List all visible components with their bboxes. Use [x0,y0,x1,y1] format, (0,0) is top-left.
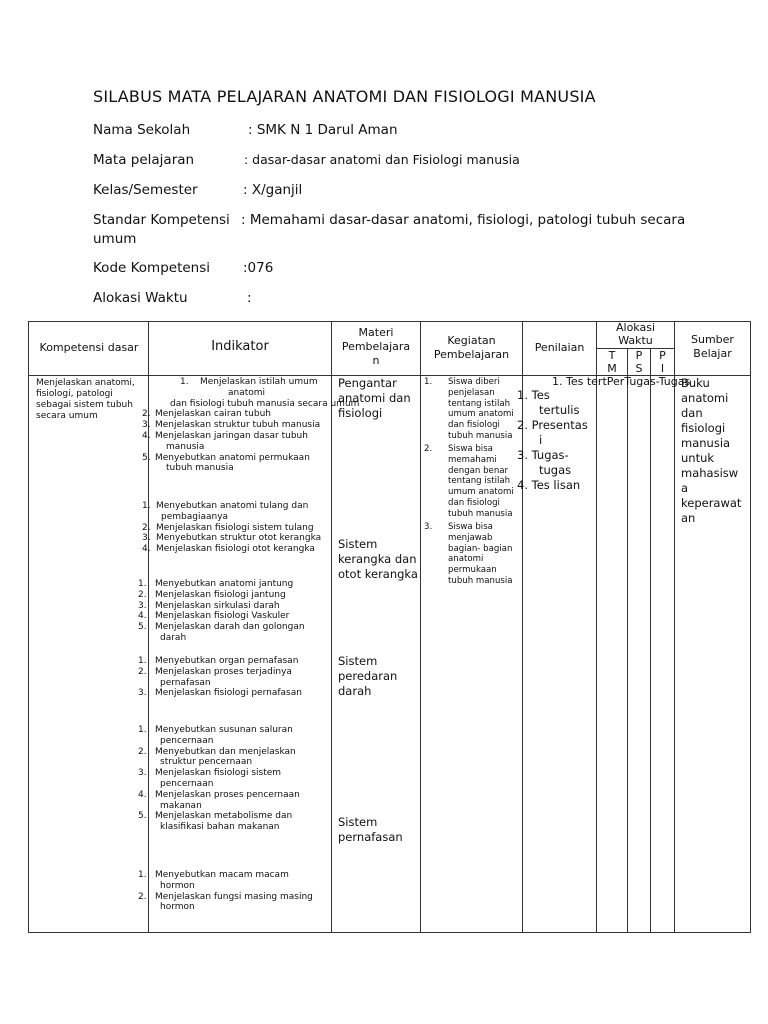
list-number: 4. [138,611,147,622]
text-line: Menjelaskan anatomi, [36,378,135,388]
text-line: penjelasan [448,387,495,398]
page-title: SILABUS MATA PELAJARAN ANATOMI DAN FISIOLOGI MANUSIA [93,87,596,106]
indikator-text: Menjelaskan fisiologi jantung [155,589,286,600]
text-line: tubuh manusia [448,575,513,586]
header-alokasi [597,321,674,347]
text-line: umum anatomi [448,409,514,420]
indikator-text: Menyebutkan dan menjelaskan [155,746,296,757]
text-line: an [681,511,696,525]
text-line: Siswa diberi [448,377,500,387]
list-number: 2. [142,522,151,533]
meta-label: Mata pelajaran [93,152,195,168]
kegiatan-item-1 [424,377,520,442]
meta-value: : [247,290,252,306]
indikator-text: makanan [160,800,202,811]
penilaian-line [517,418,597,433]
text-line: fisiologi [338,406,383,420]
text-line: tentang istilah [448,476,511,487]
list-number: 3. [138,688,147,699]
text-line: keperawat [681,496,742,510]
indikator-text: Menjelaskan struktur tubuh manusia [155,420,321,431]
list-number: 1. [517,388,528,402]
kegiatan-item-3 [424,522,520,587]
header-line: Pembelajara [341,340,411,353]
penilaian-line [517,478,597,493]
indikator-text: Menjelaskan proses pencernaan [155,789,300,800]
header-line: S [635,362,643,375]
list-number: 2. [138,746,147,757]
meta-value: : dasar-dasar anatomi dan Fisiologi manusia [244,152,520,167]
indikator-text: pencernaan [160,735,214,746]
meta-label: Alokasi Waktu [93,290,188,306]
indikator-text: hormon [160,880,195,891]
indikator-text: Menyebutkan susunan saluran [155,725,293,735]
text-line: Pengantar [338,376,397,390]
text-line: menjawab [448,532,493,543]
indikator-text: Menjelaskan istilah umum [200,377,318,387]
list-number: 5. [142,452,151,463]
indikator-text: Menjelaskan metabolisme dan [155,811,293,822]
text-line: manusia [681,436,731,450]
indikator-text: klasifikasi bahan makanan [160,822,280,833]
text-line: fisiologi [681,421,726,435]
header-line: Waktu [618,334,653,347]
list-number: 2. [138,589,147,600]
indikator-text: struktur pencernaan [160,757,253,768]
text-line: dan fisiologi [448,497,500,508]
meta-label: Kode Kompetensi [93,260,211,276]
header-line: n [372,354,380,367]
meta-label: Nama Sekolah [93,122,191,138]
indikator-text: Menjelaskan fisiologi sistem tulang [156,522,314,533]
list-number: 3. [138,768,147,779]
meta-label: Kelas/Semester [93,182,198,198]
header-ps [628,349,650,375]
indikator-text: Menyebutkan organ pernafasan [155,656,299,666]
list-number: 1. [180,377,189,387]
text-line: pernafasan [338,830,403,844]
text-line: i [539,433,543,447]
header-line: Kegiatan [447,334,496,347]
text-line: tertulis [539,403,580,417]
text-line: umum anatomi [448,487,514,498]
penilaian-line [517,448,597,463]
text-line: Tes [531,388,550,402]
header-line: T [608,349,616,362]
meta-label: Standar Kompetensi [93,212,230,228]
header-line: M [607,362,617,375]
indikator-text: Menjelaskan proses terjadinya [155,666,292,677]
indikator-text: Menyebutkan macam macam [155,870,289,880]
indikator-text: Menyebutkan anatomi tulang dan [156,501,309,511]
materi-peredaran [338,654,397,699]
list-number: 4. [142,431,151,441]
meta-value: : SMK N 1 Darul Aman [248,122,398,138]
text-line: untuk [681,451,715,465]
list-number: 1. [424,377,433,387]
indikator-text: darah [160,633,187,643]
indikator-text: Menjelaskan darah dan golongan [155,622,305,633]
list-number: 3. [142,420,151,431]
list-number: 3. [138,600,147,611]
text-line: Tes lisan [531,478,581,492]
text-line: tugas [539,463,572,477]
list-number: 1. [138,725,147,735]
indikator-text: Menyebutkan struktur otot kerangka [156,533,322,544]
text-line: darah [338,684,372,698]
list-number: 1. [138,579,147,589]
indikator-text: Menyebutkan anatomi permukaan [155,452,310,463]
header-line: Alokasi [615,321,655,334]
list-number: 2. [142,409,151,420]
text-line: otot kerangka [338,567,418,581]
materi-kerangka [338,537,418,582]
text-line: memahami [448,454,497,465]
text-line: Buku [681,376,710,390]
kegiatan-item-2 [424,444,520,520]
header-line: Pembelajaran [433,348,510,361]
indikator-text: Menjelaskan jaringan dasar tubuh [155,431,308,441]
list-number: 2. [517,418,528,432]
indikator-text: anatomi [228,387,266,398]
text-line: a [681,481,689,495]
text-line: mahasisw [681,466,739,480]
text-line: Sistem [338,815,378,829]
indikator-text: Menjelaskan sirkulasi darah [155,600,280,611]
text-line: peredaran [338,669,398,683]
text-line: sebagai sistem tubuh [36,400,133,410]
text-line: tubuh manusia [448,508,513,519]
list-number: 3. [424,522,433,532]
header-line: I [660,362,665,375]
list-number: 3. [517,448,528,462]
meta-value: : X/ganjil [243,182,303,198]
meta-value: :076 [243,260,274,276]
penilaian-cell [517,388,597,493]
indikator-text: pencernaan [160,779,214,789]
materi-pengantar [338,376,411,421]
penilaian-overflow-text: 1. Tes tertPerTugas-Tugas [552,375,691,388]
indikator-text: pembagiaanya [161,511,229,522]
indikator-text: manusia [166,441,205,452]
list-number: 4. [517,478,528,492]
header-penilaian: Penilaian [534,341,585,354]
penilaian-line [517,433,597,448]
text-line: anatomi [681,391,729,405]
text-line: secara umum [36,411,98,421]
indikator-text: tubuh manusia [166,463,234,474]
sumber-belajar-cell [681,376,749,526]
text-line: anatomi [448,554,484,565]
text-line: Sistem [338,537,378,551]
header-pi [651,349,674,375]
text-line: anatomi dan [338,391,411,405]
header-line: Materi [358,326,394,339]
list-number: 2. [424,444,433,454]
list-number: 2. [138,891,147,902]
penilaian-line [517,463,597,478]
materi-pernafasan [338,815,403,845]
list-number: 5. [138,622,147,633]
header-indikator: Indikator [211,339,269,354]
header-line: Sumber [691,333,734,346]
indikator-text: dan fisiologi tubuh manusia secara umum [170,398,360,409]
text-line: Siswa bisa [448,522,493,532]
text-line: permukaan [448,565,497,576]
list-number: 3. [142,533,151,544]
header-line: P [659,349,666,362]
header-sumber [675,333,750,361]
indikator-text: Menjelaskan fisiologi sistem [155,768,282,779]
text-line: dan fisiologi [448,420,500,431]
indikator-text: Menjelaskan fisiologi otot kerangka [156,544,315,555]
meta-value: : Memahami dasar-dasar anatomi, fisiologi, patologi tubuh secara [241,212,686,228]
penilaian-line [517,403,597,418]
list-number: 4. [142,544,151,555]
kompetensi-dasar-cell [36,378,146,422]
header-kegiatan [421,334,522,362]
indikator-text: Menyebutkan anatomi jantung [155,579,294,589]
penilaian-line [517,388,597,403]
list-number: 2. [138,666,147,677]
list-number: 5. [138,811,147,822]
indikator-text: Menjelaskan cairan tubuh [155,409,271,420]
indikator-text: Menjelaskan fungsi masing masing [155,891,313,902]
meta-standar-cont: umum [93,231,137,247]
header-line: P [635,349,643,362]
indikator-text: pernafasan [160,677,211,688]
indikator-text: Menjelaskan fisiologi pernafasan [155,688,302,699]
list-number: 1. [142,501,151,511]
indikator-text: hormon [160,902,195,913]
text-line: tubuh manusia [448,430,513,441]
text-line: fisiologi, patologi [36,389,113,399]
list-number: 1. [138,656,147,666]
text-line: Siswa bisa [448,444,493,454]
header-line: Belajar [693,347,732,360]
list-number: 4. [138,789,147,800]
header-materi [332,326,420,368]
text-line: tentang istilah [448,398,511,409]
text-line: bagian- bagian [448,543,513,554]
text-line: dan [681,406,703,420]
list-number: 1. [138,870,147,880]
text-line: kerangka dan [338,552,417,566]
header-tm [597,349,627,375]
header-kompetensi-dasar: Kompetensi dasar [39,341,139,354]
text-line: Presentas [531,418,588,432]
text-line: Tugas- [531,448,569,462]
indikator-text: Menjelaskan fisiologi Vaskuler [155,611,290,622]
text-line: Sistem [338,654,378,668]
text-line: dengan benar [448,465,509,476]
